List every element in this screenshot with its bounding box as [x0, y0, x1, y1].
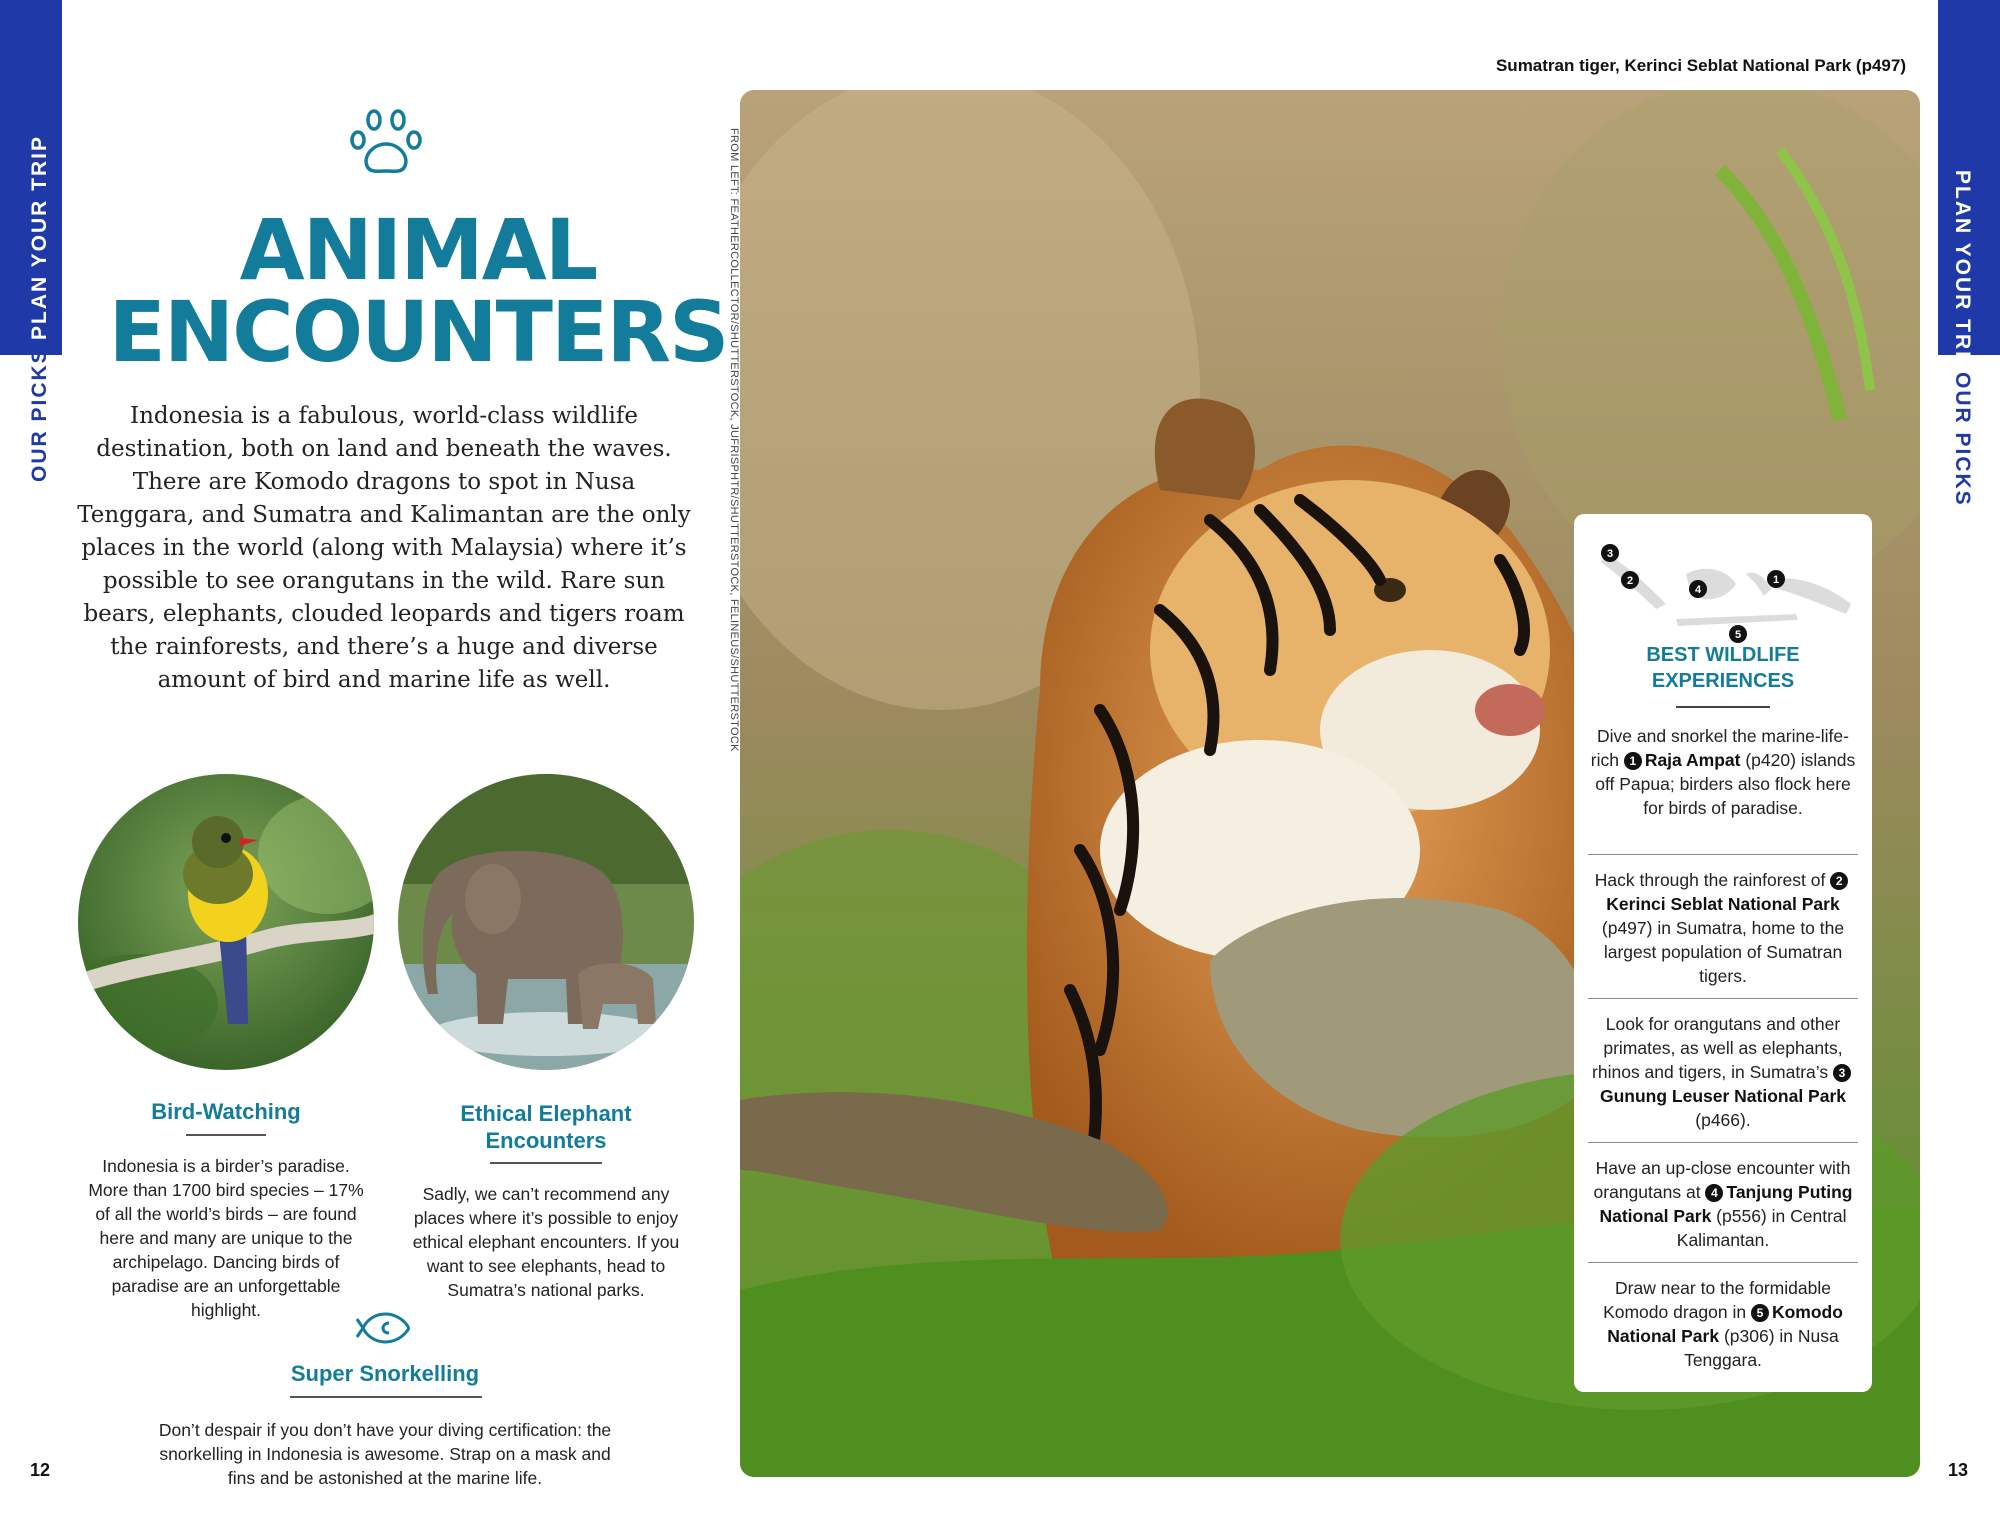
- box-heading: [1574, 642, 1872, 694]
- item-2-place: Kerinci Seblat National Park: [1606, 894, 1840, 914]
- item-4-text: Have an up-close encounter with orangutans at: [1593, 1158, 1851, 1202]
- bird-watching-text: Indonesia is a birder’s paradise. More than 1700 bird species – 17% of all the world’s birds – are found here and many are unique to the archipelago. Dancing birds of paradise are an unforgettable highlight.: [88, 1156, 364, 1320]
- item-2-detail: (p497) in Sumatra, home to the largest population of Sumatran tigers.: [1601, 918, 1845, 986]
- box-heading-line2: EXPERIENCES: [1651, 670, 1795, 692]
- number-4-icon: 4: [1705, 1184, 1723, 1202]
- elephant-photo: [398, 774, 694, 1070]
- best-wildlife-box: [1574, 514, 1872, 1392]
- item-2-text: Hack through the rainforest of: [1594, 870, 1831, 890]
- page-title-line1: ANIMAL: [239, 201, 597, 299]
- subsection-label-right: OUR PICKS: [1951, 372, 1974, 507]
- section-label-right: PLAN YOUR TRIP: [1951, 170, 1974, 375]
- bird-watching-heading: Bird-Watching: [151, 1099, 301, 1124]
- wildlife-item-4: [1588, 1156, 1858, 1252]
- photo-credit: [720, 128, 740, 752]
- elephant-heading-line1: Ethical Elephant: [460, 1101, 632, 1126]
- wildlife-item-2: [1588, 868, 1858, 988]
- snorkel-heading-rule: [290, 1396, 482, 1398]
- page-number-left: 12: [30, 1460, 51, 1480]
- bird-photo: [78, 774, 374, 1070]
- intro-paragraph: Indonesia is a fabulous, world-class wildlife destination, both on land and beneath the waves. There are Komodo dragons to spot in Nusa Tenggara, and Sumatra and Kalimantan are the only places in the world (along with Malaysia) where it’s possible to see orangutans in the wild. Rare sun bears, elephants, clouded leopards and tigers roam the rainforests, and there’s a huge and diverse amount of bird and marine life as well.: [77, 403, 691, 693]
- item-divider: [1588, 998, 1858, 999]
- item-divider: [1588, 854, 1858, 855]
- item-4-place: Tanjung Puting National Park: [1599, 1182, 1853, 1226]
- number-1-icon: 1: [1624, 752, 1642, 770]
- map-marker-5: 5: [1734, 629, 1742, 641]
- item-1-place: Raja Ampat: [1644, 750, 1741, 770]
- box-heading-line1: BEST WILDLIFE: [1646, 644, 1800, 666]
- indonesia-map: [1596, 534, 1854, 644]
- item-5-text: Draw near to the formidable Komodo dragon in: [1603, 1278, 1831, 1322]
- map-marker-1: 1: [1772, 574, 1780, 586]
- side-tab-right: [1938, 0, 2000, 375]
- side-tab-left: [0, 0, 62, 355]
- wildlife-item-5: [1588, 1276, 1858, 1372]
- section-label-left: PLAN YOUR TRIP: [28, 135, 51, 340]
- page-title-line2: ENCOUNTERS: [108, 283, 728, 381]
- item-5-place: Komodo National Park: [1607, 1302, 1843, 1346]
- item-5-detail: (p306) in Nusa Tenggara.: [1684, 1326, 1839, 1370]
- page-number-right: 13: [1948, 1460, 1969, 1480]
- item-3-text: Look for orangutans and other primates, as well as elephants, rhinos and tigers, in Sumatra’s: [1592, 1014, 1843, 1082]
- paw-icon: [343, 96, 429, 182]
- map-marker-3: 3: [1606, 548, 1614, 560]
- item-divider: [1588, 1142, 1858, 1143]
- subsection-label-left: OUR PICKS: [28, 347, 51, 482]
- number-3-icon: 3: [1833, 1064, 1851, 1082]
- item-1-text: Dive and snorkel the marine-life-rich: [1590, 726, 1849, 770]
- item-divider: [1588, 1262, 1858, 1263]
- map-marker-4: 4: [1694, 584, 1702, 596]
- map-marker-2: 2: [1626, 575, 1634, 587]
- bird-heading-rule: [186, 1134, 266, 1136]
- photo-caption: Sumatran tiger, Kerinci Seblat National Park (p497): [1495, 56, 1906, 75]
- wildlife-item-3: [1588, 1012, 1858, 1132]
- elephant-heading: [398, 1100, 694, 1154]
- elephant-text: Sadly, we can’t recommend any places where it’s possible to enjoy ethical elephant encounters. If you want to see elephants, head to Sumatra’s national parks.: [412, 1184, 680, 1300]
- fish-icon: [355, 1303, 417, 1353]
- box-heading-rule: [1676, 706, 1770, 708]
- item-4-detail: (p556) in Central Kalimantan.: [1676, 1206, 1847, 1250]
- elephant-heading-rule: [490, 1162, 602, 1164]
- number-5-icon: 5: [1751, 1304, 1769, 1322]
- item-3-place: Gunung Leuser National Park: [1599, 1086, 1847, 1106]
- number-2-icon: 2: [1830, 872, 1848, 890]
- wildlife-item-1: [1588, 724, 1858, 820]
- photo-credit-text: FROM LEFT: FEATHERCOLLECTOR/SHUTTERSTOCK, JUFRISPHTR/SHUTTERSTOCK, FELINEUS/SHUTTERSTOCK: [728, 128, 740, 752]
- snorkelling-heading: Super Snorkelling: [290, 1361, 480, 1386]
- snorkelling-text: Don’t despair if you don’t have your diving certification: the snorkelling in Indonesia is awesome. Strap on a mask and fins and be astonished at the marine life.: [158, 1420, 612, 1488]
- elephant-heading-line2: Encounters: [485, 1128, 607, 1153]
- item-3-detail: (p466).: [1695, 1110, 1751, 1130]
- item-1-detail: (p420) islands off Papua; birders also flock here for birds of paradise.: [1595, 750, 1856, 818]
